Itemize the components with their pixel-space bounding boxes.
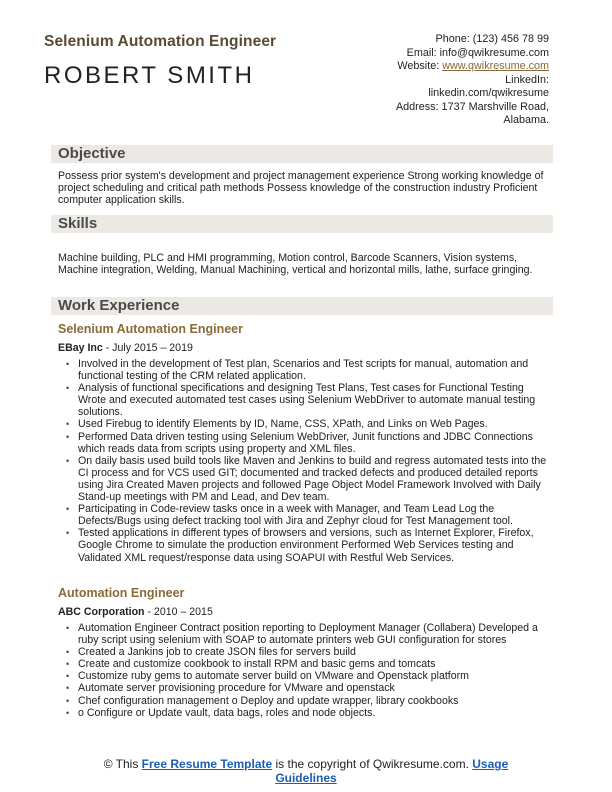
list-item: • Create and customize cookbook to install RPM and basic gems and tomcats bbox=[66, 658, 554, 670]
website-link[interactable]: www.qwikresume.com bbox=[442, 60, 549, 72]
objective-heading: Objective bbox=[58, 145, 126, 162]
job-1-bullets bbox=[66, 358, 554, 564]
list-item: • Automation Engineer Contract position reporting to Deployment Manager (Collabera) Developed a ruby script using selenium with SOAP to automate printers web GUI configuration for stores bbox=[66, 622, 554, 646]
usage-link[interactable]: Usage bbox=[472, 757, 509, 771]
skills-heading: Skills bbox=[58, 215, 98, 232]
job-1-company-line bbox=[58, 342, 193, 354]
contact-website bbox=[396, 60, 549, 74]
list-item: • On daily basis used build tools like Maven and Jenkins to build and regress automated tests into the CI process and for VCS used GIT; documented and tracked defects and produced detailed reports using Jira Created Maven projects and followed Page Object Model Framework Involved with Daily Stand-up meetings with PM and Lead, and Dev team. bbox=[66, 455, 554, 503]
list-item: • o Configure or Update vault, data bags, roles and node objects. bbox=[66, 707, 554, 719]
job-1-company: EBay Inc bbox=[58, 342, 103, 354]
work-section-header bbox=[51, 297, 553, 315]
resume-job-title: Selenium Automation Engineer bbox=[44, 33, 277, 50]
list-item: • Automate server provisioning procedure for VMware and openstack bbox=[66, 682, 554, 694]
candidate-name: ROBERT SMITH bbox=[44, 62, 255, 89]
job-2-company-line bbox=[58, 606, 213, 618]
job-1-dates: - July 2015 – 2019 bbox=[102, 342, 193, 354]
list-item: • Participating in Code-review tasks once in a week with Manager, and Team Lead Log the Defects/Bugs using defect tracking tool with Jira and Zephyr cloud for Test Management tool. bbox=[66, 503, 554, 527]
guidelines-link[interactable]: Guidelines bbox=[275, 771, 337, 785]
list-item: • Created a Jankins job to create JSON files for servers build bbox=[66, 646, 554, 658]
footer-middle: is the copyright of Qwikresume.com. bbox=[272, 757, 473, 771]
contact-linkedin-url: linkedin.com/qwikresume bbox=[428, 87, 549, 99]
free-resume-template-link[interactable]: Free Resume Template bbox=[141, 757, 273, 771]
contact-address-line1: Address: 1737 Marshville Road, bbox=[395, 100, 549, 113]
contact-block bbox=[396, 33, 549, 128]
contact-address-line2: Alabama. bbox=[503, 114, 549, 126]
objective-text: Possess prior system's development and project management experience Strong working knowledge of project scheduling and critical path methods Possess knowledge of the construction industry Proficient computer application skills. bbox=[58, 170, 544, 207]
copyright-footer bbox=[0, 757, 612, 785]
contact-phone: Phone: (123) 456 78 99 bbox=[435, 33, 549, 45]
job-2-company: ABC Corporation bbox=[58, 606, 145, 618]
list-item: • Involved in the development of Test plan, Scenarios and Test scripts for manual, automation and functional testing of the CRM related application. bbox=[66, 358, 554, 382]
website-label: Website: bbox=[397, 60, 443, 72]
objective-section-header bbox=[51, 145, 553, 163]
skills-section-header bbox=[51, 215, 553, 233]
job-2-role: Automation Engineer bbox=[58, 586, 185, 600]
footer-prefix: © This bbox=[103, 757, 142, 771]
list-item: • Tested applications in different types of browsers and versions, such as Internet Explorer, Firefox, Google Chrome to simulate the production environment Performed Web Services testing and Validated XML request/response data using SOAPUI with Restful Web Services. bbox=[66, 527, 554, 563]
job-2-dates: - 2010 – 2015 bbox=[144, 606, 213, 618]
contact-linkedin-label: LinkedIn: bbox=[505, 73, 549, 86]
list-item: • Performed Data driven testing using Selenium WebDriver, Junit functions and JDBC Connections which reads data from scripts using property and XML files. bbox=[66, 431, 554, 455]
skills-text: Machine building, PLC and HMI programming, Motion control, Barcode Scanners, Vision systems, Machine integration, Welding, Manual Machining, vertical and horizontal mills, lathe, surface gringing. bbox=[58, 252, 533, 277]
list-item: • Chef configuration management o Deploy and update wrapper, library cookbooks bbox=[66, 695, 554, 707]
contact-email: Email: info@qwikresume.com bbox=[406, 46, 549, 59]
list-item: • Customize ruby gems to automate server build on VMware and Openstack platform bbox=[66, 670, 554, 682]
list-item: • Used Firebug to identify Elements by ID, Name, CSS, XPath, and Links on Web Pages. bbox=[66, 418, 554, 430]
work-heading: Work Experience bbox=[58, 297, 180, 314]
list-item: • Analysis of functional specifications and designing Test Plans, Test cases for Functional Testing Wrote and executed automated test cases using Selenium WebDriver to automate manual testing solutions. bbox=[66, 382, 554, 418]
job-1-role: Selenium Automation Engineer bbox=[58, 322, 243, 336]
job-2-bullets bbox=[66, 622, 554, 719]
